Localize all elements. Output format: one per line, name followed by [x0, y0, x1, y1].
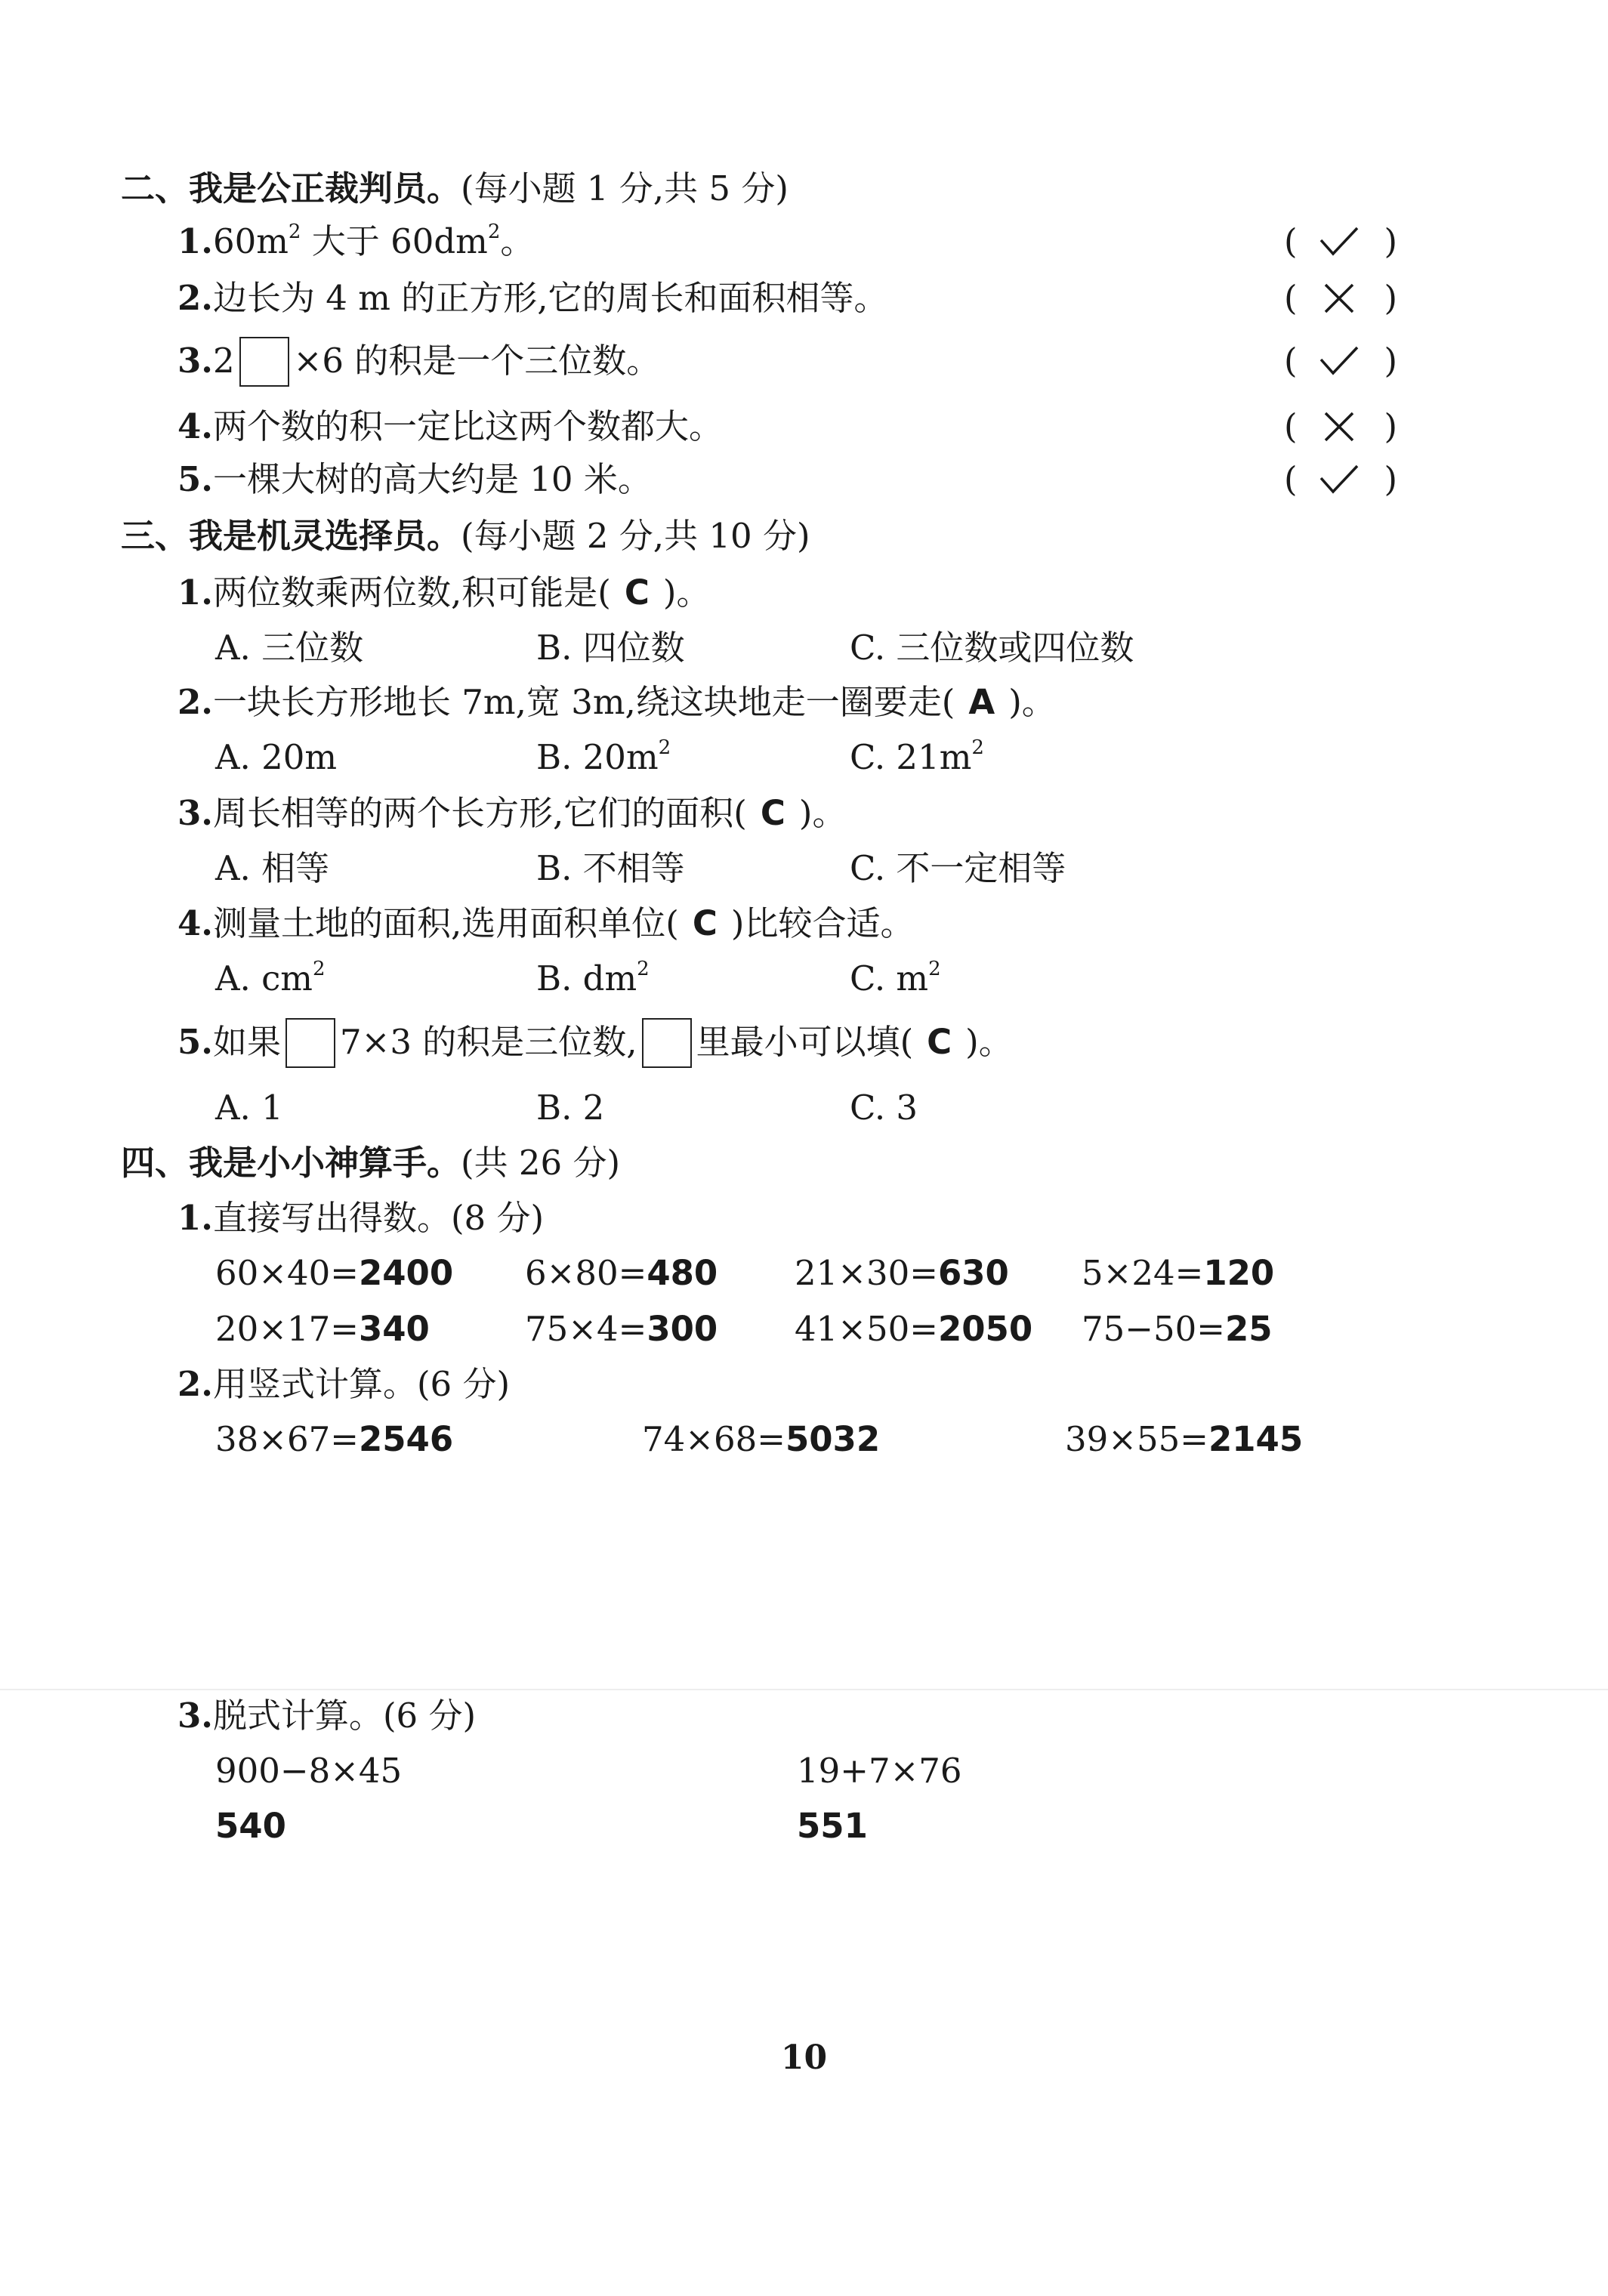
- s3-q5-option-a: A. 1: [215, 1088, 283, 1128]
- s4-q3-expr: 19+7×76: [797, 1751, 962, 1791]
- s4-q2-calc: 39×55=2145: [1065, 1419, 1304, 1459]
- check-icon: [1318, 344, 1360, 378]
- s4-q1-calc: 75−50=25: [1082, 1309, 1273, 1349]
- s2-mark-3: ( ): [1284, 341, 1397, 381]
- s2-item-1: $1.60m^2$ 大于 $60dm^2$。: [177, 221, 535, 261]
- s2-item-3: 3.2 ×6 的积是一个三位数。: [177, 338, 660, 384]
- s4-q1-calc: 21×30=630: [795, 1253, 1009, 1293]
- s4-q1-calc: 20×17=340: [215, 1309, 430, 1349]
- s4-q2: 2.用竖式计算。(6 分): [177, 1364, 511, 1404]
- section-4-title: 四、我是小小神算手。(共 26 分): [121, 1143, 620, 1183]
- s2-mark-4: ( ): [1284, 406, 1397, 446]
- blank-box: [285, 1018, 335, 1068]
- s3-q2-option-a: A. 20m: [215, 737, 338, 777]
- s2-mark-2: ( ): [1284, 278, 1397, 318]
- s3-q5: 5.如果 7×3 的积是三位数, 里最小可以填( C )。: [177, 1020, 1013, 1065]
- s4-q3: 3.脱式计算。(6 分): [177, 1696, 477, 1736]
- s4-q2-calc: 74×68=5032: [642, 1419, 881, 1459]
- s3-q1-option-a: A. 三位数: [215, 628, 364, 668]
- s4-q1-calc: 75×4=300: [525, 1309, 718, 1349]
- s3-q2-option-c: C. $21m^2$: [850, 736, 984, 777]
- s3-q4-option-c: C. $m^2$: [850, 958, 941, 998]
- s4-q3-expr: 900−8×45: [215, 1751, 403, 1791]
- section-3-title: 三、我是机灵选择员。(每小题 2 分,共 10 分): [121, 516, 810, 556]
- s3-q2: 2.一块长方形地长 7m,宽 3m,绕这块地走一圈要走( A )。: [177, 682, 1056, 722]
- cross-icon: [1318, 410, 1360, 443]
- s3-q3-option-b: B. 不相等: [536, 848, 685, 888]
- s2-item-4: 4.两个数的积一定比这两个数都大。: [177, 406, 723, 446]
- check-icon: [1318, 463, 1360, 496]
- s2-item-2: 2.边长为 4 m 的正方形,它的周长和面积相等。: [177, 278, 888, 318]
- s2-mark-5: ( ): [1284, 459, 1397, 499]
- s4-q1-calc: 5×24=120: [1082, 1253, 1275, 1293]
- s4-q3-result: 540: [215, 1806, 286, 1846]
- s4-q1-calc: 60×40=2400: [215, 1253, 454, 1293]
- s3-q4-option-b: B. $dm^2$: [536, 958, 650, 998]
- s3-q3-option-a: A. 相等: [215, 848, 330, 888]
- section-2-title: 二、我是公正裁判员。(每小题 1 分,共 5 分): [121, 168, 789, 208]
- s4-q3-result: 551: [797, 1806, 868, 1846]
- s4-q1: 1.直接写出得数。(8 分): [177, 1198, 545, 1238]
- blank-box: [239, 337, 289, 387]
- s2-item-5: 5.一棵大树的高大约是 10 米。: [177, 459, 652, 499]
- s3-q5-option-c: C. 3: [850, 1088, 918, 1128]
- blank-box: [642, 1018, 692, 1068]
- s3-q3-option-c: C. 不一定相等: [850, 848, 1066, 888]
- s3-q3: 3.周长相等的两个长方形,它们的面积( C )。: [177, 793, 847, 833]
- s3-q2-option-b: B. $20m^2$: [536, 736, 671, 777]
- page-fold-line: [0, 1689, 1608, 1690]
- s3-q1: 1.两位数乘两位数,积可能是( C )。: [177, 572, 711, 613]
- s3-q4: 4.测量土地的面积,选用面积单位( C )比较合适。: [177, 903, 915, 943]
- s4-q2-calc: 38×67=2546: [215, 1419, 454, 1459]
- s4-q1-calc: 6×80=480: [525, 1253, 718, 1293]
- s4-q1-calc: 41×50=2050: [795, 1309, 1033, 1349]
- s3-q5-option-b: B. 2: [536, 1088, 605, 1128]
- s3-q1-option-b: B. 四位数: [536, 628, 685, 668]
- check-icon: [1318, 225, 1360, 258]
- page-number: 10: [780, 2038, 828, 2077]
- s2-mark-1: ( ): [1284, 221, 1397, 261]
- s3-q1-option-c: C. 三位数或四位数: [850, 628, 1134, 668]
- s3-q4-option-a: A. $cm^2$: [215, 958, 326, 998]
- cross-icon: [1318, 282, 1360, 315]
